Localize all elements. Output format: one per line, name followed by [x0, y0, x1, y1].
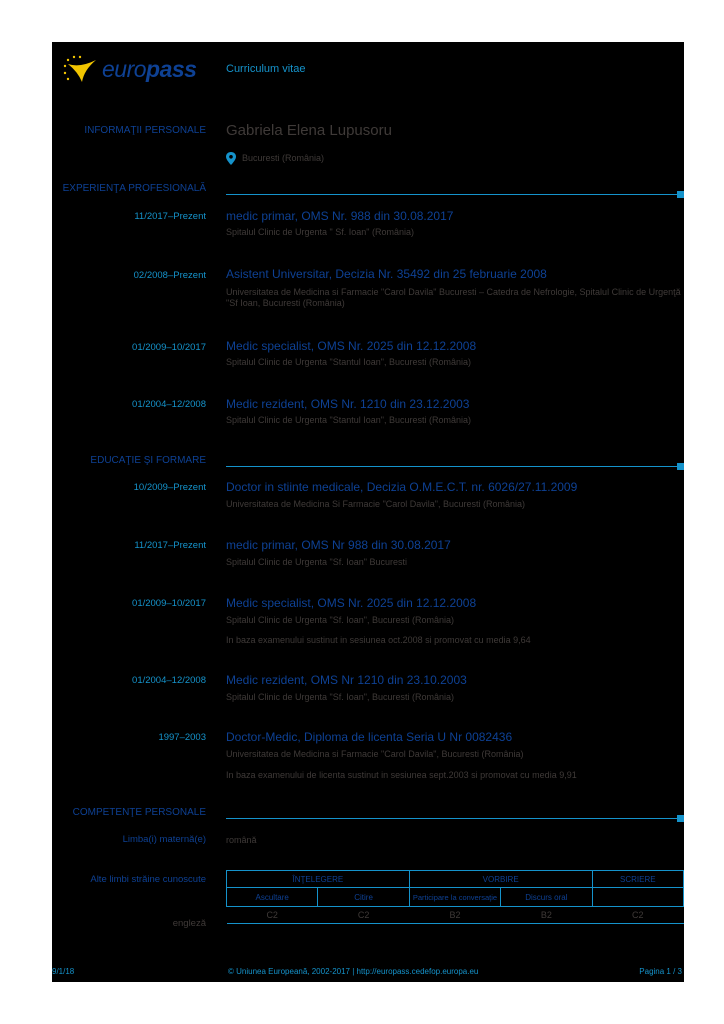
experience-title: medic primar, OMS Nr. 988 din 30.08.2017 [226, 209, 454, 223]
speaking-header: VORBIRE [409, 871, 592, 888]
writing-header: SCRIERE [592, 871, 683, 888]
personal-info-heading: INFORMAŢII PERSONALE [84, 125, 206, 136]
experience-employer: Universitatea de Medicina si Farmacie "Carol Davila" Bucuresti – Catedra de Nefrologie, Spitalul Clinic de Urgenţă "Sf Ioan, Bucuresti (România) [226, 287, 681, 308]
education-date: 01/2004–12/2008 [132, 675, 206, 686]
skills-divider [226, 818, 684, 819]
education-note: In baza examenului de licenta sustinut in sesiunea sept.2003 si promovat cu media 9,91 [226, 770, 577, 780]
spoken-interaction-subheader: Participare la conversaţie [409, 888, 500, 907]
experience-heading: EXPERIENŢA PROFESIONALĂ [62, 183, 206, 194]
education-institution: Spitalul Clinic de Urgenta "Sf. Ioan", Bucuresti (România) [226, 692, 454, 702]
education-date: 10/2009–Prezent [133, 482, 206, 493]
experience-date: 01/2009–10/2017 [132, 342, 206, 353]
education-title: Doctor in stiinte medicale, Decizia O.M.E.C.T. nr. 6026/27.11.2009 [226, 480, 578, 494]
education-title: Doctor-Medic, Diploma de licenta Seria U Nr 0082436 [226, 730, 513, 744]
experience-employer: Spitalul Clinic de Urgenta " Sf. Ioan" (România) [226, 227, 414, 237]
understanding-header: ÎNŢELEGERE [227, 871, 410, 888]
education-institution: Universitatea de Medicina Si Farmacie "Carol Davila", Bucuresti (România) [226, 499, 525, 509]
experience-title: Medic rezident, OMS Nr. 1210 din 23.12.2003 [226, 397, 470, 411]
education-divider [226, 466, 684, 467]
language-level: B2 [409, 907, 500, 924]
cv-page [52, 42, 684, 982]
education-date: 11/2017–Prezent [134, 540, 206, 551]
language-level: C2 [592, 907, 683, 924]
person-location: Bucuresti (România) [242, 153, 325, 163]
person-name: Gabriela Elena Lupusoru [226, 122, 392, 139]
mother-tongue-value: română [226, 835, 257, 845]
experience-date: 01/2004–12/2008 [132, 399, 206, 410]
experience-employer: Spitalul Clinic de Urgenta "Stantul Ioan", Bucuresti (România) [226, 357, 472, 367]
education-date: 1997–2003 [158, 732, 206, 743]
language-skills-table [226, 870, 684, 924]
experience-divider [226, 194, 684, 195]
footer-page-number: Pagina 1 / 3 [639, 967, 682, 976]
experience-date: 02/2008–Prezent [133, 270, 206, 281]
experience-employer: Spitalul Clinic de Urgenta "Stantul Ioan", Bucuresti (România) [226, 415, 472, 425]
language-name: engleză [172, 918, 206, 929]
footer-copyright: © Uniunea Europeană, 2002-2017 | http://europass.cedefop.europa.eu [228, 967, 479, 976]
education-title: Medic specialist, OMS Nr. 2025 din 12.12.2008 [226, 596, 477, 610]
experience-date: 11/2017–Prezent [134, 211, 206, 222]
europass-logo [56, 48, 214, 88]
language-level: C2 [227, 907, 318, 924]
education-note: In baza examenului sustinut in sesiunea oct.2008 si promovat cu media 9,64 [226, 635, 531, 645]
spoken-production-subheader: Discurs oral [501, 888, 592, 907]
footer-date: 9/1/18 [52, 967, 75, 976]
education-institution: Spitalul Clinic de Urgenta "Sf. Ioan" Bucuresti [226, 557, 407, 567]
skills-heading: COMPETENŢE PERSONALE [72, 807, 206, 818]
other-languages-label: Alte limbi străine cunoscute [90, 874, 206, 885]
europass-star-icon [62, 54, 100, 84]
education-title: Medic rezident, OMS Nr 1210 din 23.10.2003 [226, 673, 467, 687]
reading-subheader: Citire [318, 888, 409, 907]
education-title: medic primar, OMS Nr 988 din 30.08.2017 [226, 538, 451, 552]
writing-subheader [592, 888, 683, 907]
language-level: B2 [501, 907, 592, 924]
education-institution: Spitalul Clinic de Urgenta "Sf. Ioan", Bucuresti (România) [226, 615, 454, 625]
language-level: C2 [318, 907, 409, 924]
location-pin-icon [226, 152, 236, 165]
experience-title: Medic specialist, OMS Nr. 2025 din 12.12.2008 [226, 339, 477, 353]
education-heading: EDUCAŢIE ŞI FORMARE [90, 455, 206, 466]
europass-wordmark: europass [102, 56, 197, 82]
experience-title: Asistent Universitar, Decizia Nr. 35492 din 25 februarie 2008 [226, 267, 547, 281]
education-date: 01/2009–10/2017 [132, 598, 206, 609]
education-institution: Universitatea de Medicina si Farmacie "Carol Davila", Bucuresti (România) [226, 749, 524, 759]
document-title: Curriculum vitae [226, 63, 306, 75]
listening-subheader: Ascultare [227, 888, 318, 907]
mother-tongue-label: Limba(i) maternă(e) [122, 834, 206, 845]
